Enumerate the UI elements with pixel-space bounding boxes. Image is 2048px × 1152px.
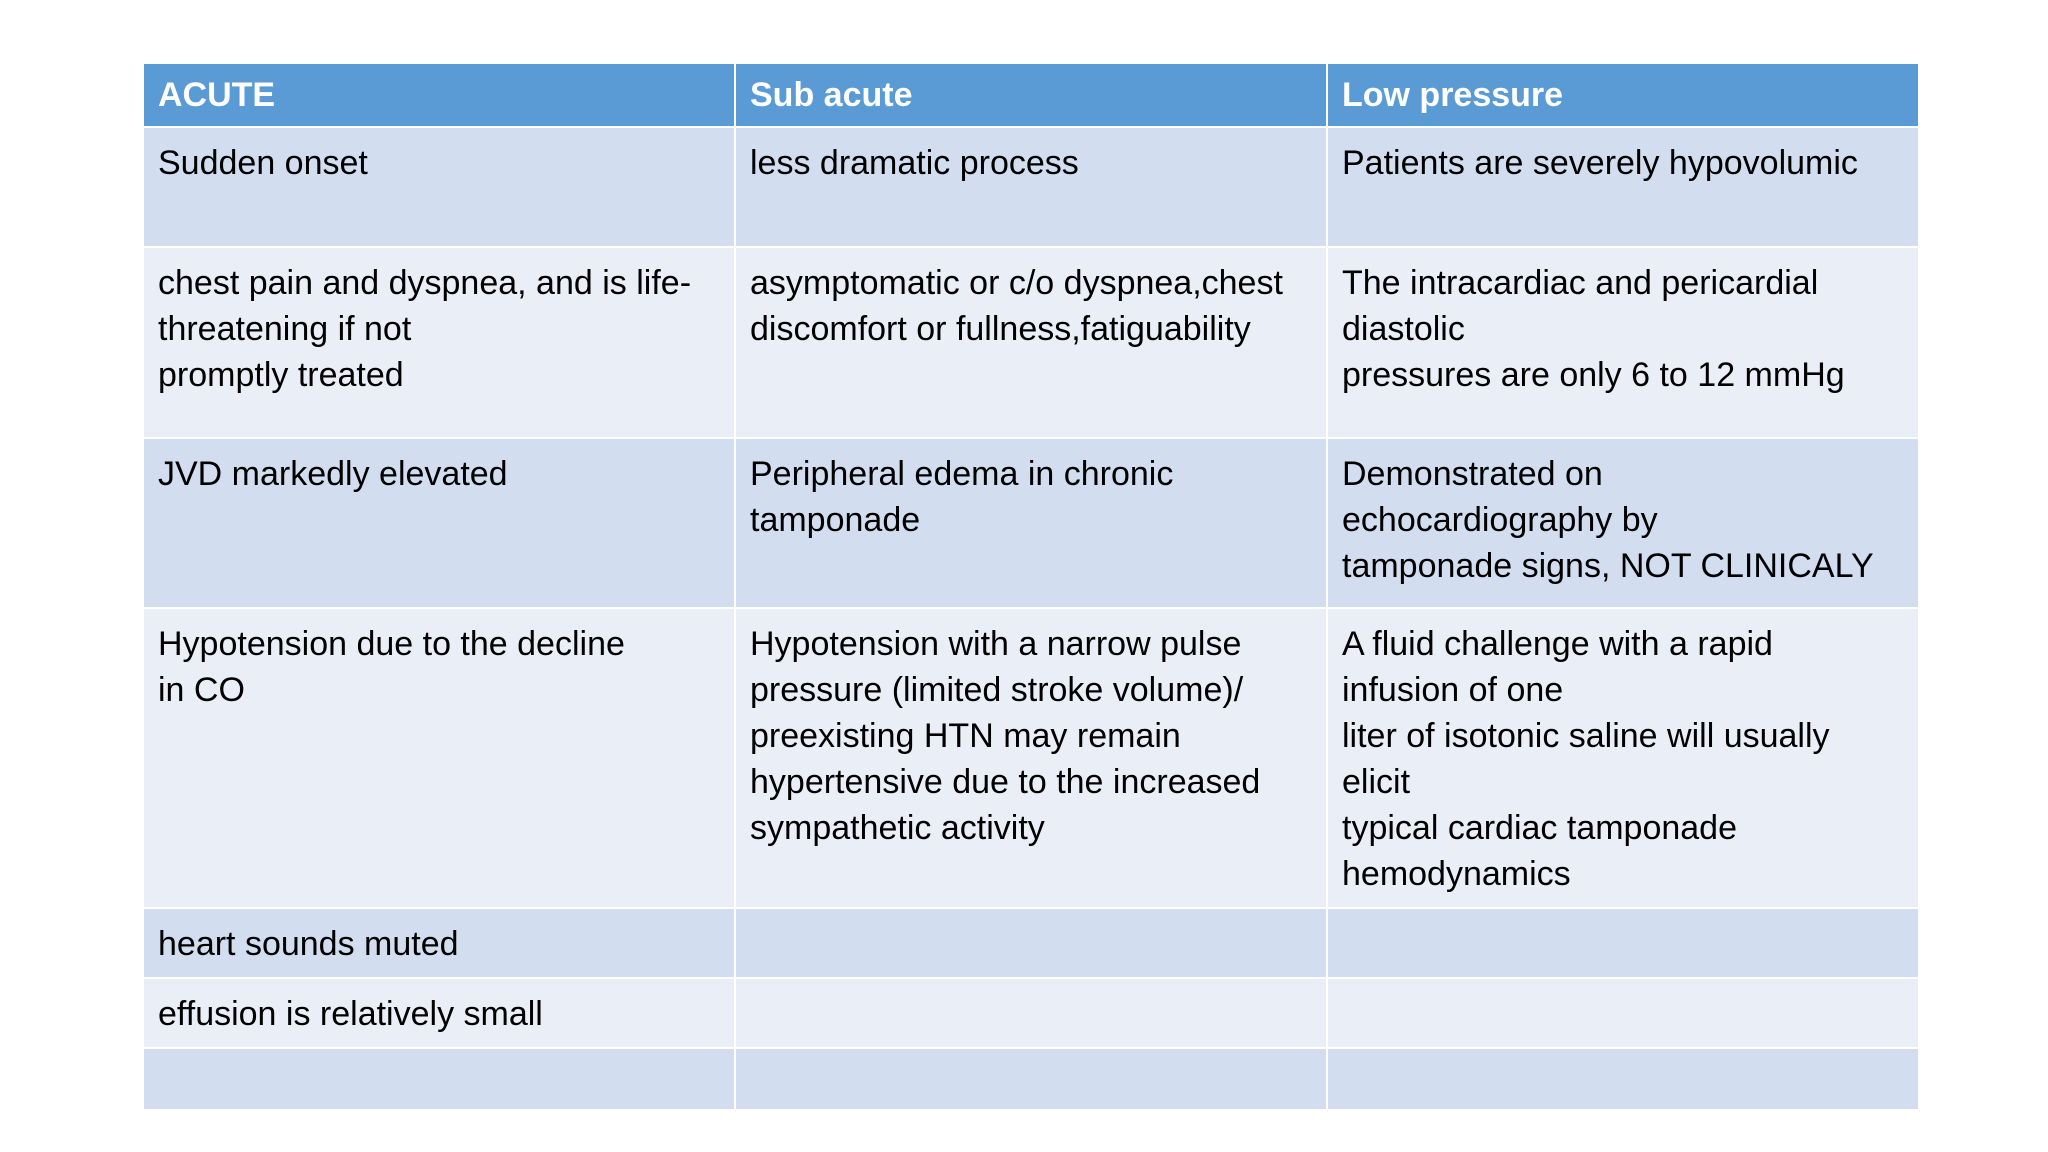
table-cell [1327,1048,1919,1110]
table-cell [143,1048,735,1110]
table-row [143,1048,1919,1110]
table-cell: Patients are severely hypovolumic [1327,127,1919,247]
table-cell [1327,978,1919,1048]
table-row [143,608,1919,908]
table-row [143,908,1919,978]
table-cell [735,978,1327,1048]
header-sub-acute: Sub acute [735,63,1327,127]
table-cell [1327,908,1919,978]
table-cell: A fluid challenge with a rapid infusion of one liter of isotonic saline will usually elicit typical cardiac tamponade hemodynamics [1327,608,1919,908]
table-header-row [143,63,1919,127]
table-row [143,247,1919,438]
table-cell: effusion is relatively small [143,978,735,1048]
table-cell: heart sounds muted [143,908,735,978]
table-cell: Hypotension due to the decline in CO [143,608,735,908]
table-cell: Hypotension with a narrow pulse pressure (limited stroke volume)/ preexisting HTN may remain hypertensive due to the increased sympathetic activity [735,608,1327,908]
table-cell: JVD markedly elevated [143,438,735,608]
table-cell: Peripheral edema in chronic tamponade [735,438,1327,608]
table-row [143,127,1919,247]
table-cell: Demonstrated on echocardiography by tamponade signs, NOT CLINICALY [1327,438,1919,608]
table-cell: asymptomatic or c/o dyspnea,chest discomfort or fullness,fatiguability [735,247,1327,438]
table-cell [735,908,1327,978]
table-cell: Sudden onset [143,127,735,247]
table-cell: chest pain and dyspnea, and is life- threatening if not promptly treated [143,247,735,438]
header-low-pressure: Low pressure [1327,63,1919,127]
table-row [143,438,1919,608]
table-cell [735,1048,1327,1110]
header-acute: ACUTE [143,63,735,127]
table-cell: The intracardiac and pericardial diastolic pressures are only 6 to 12 mmHg [1327,247,1919,438]
table-row [143,978,1919,1048]
tamponade-comparison-table [142,62,1920,1111]
table-cell: less dramatic process [735,127,1327,247]
